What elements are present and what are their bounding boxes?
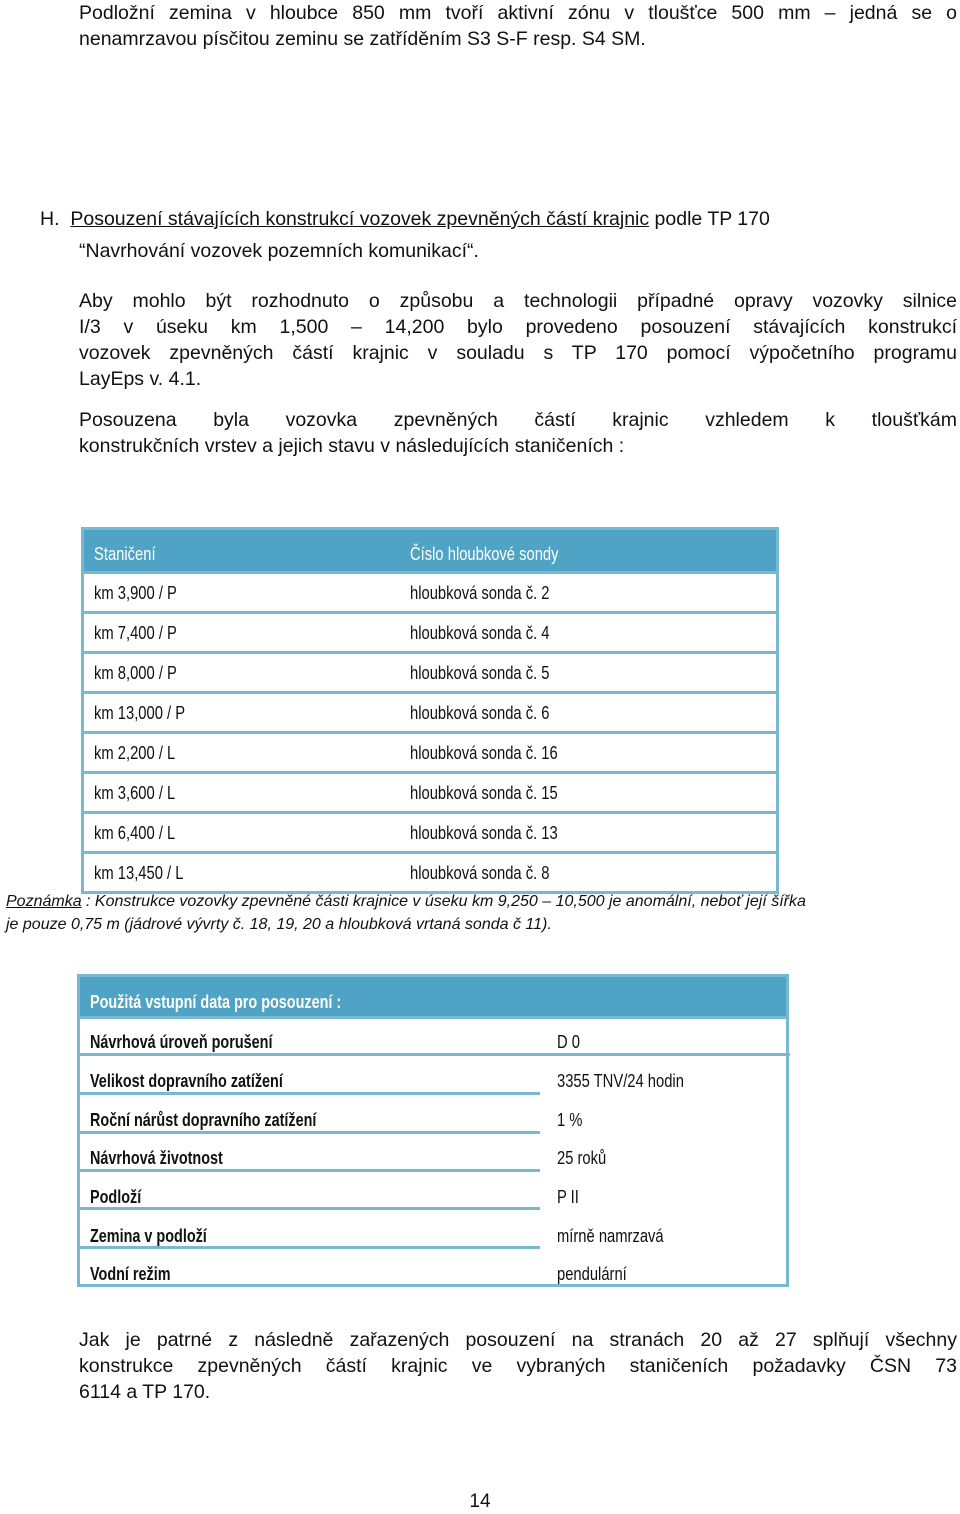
cell-stationing: km 3,900 / P: [94, 583, 177, 603]
cell-stationing: km 2,200 / L: [94, 743, 176, 763]
note-line-2: je pouze 0,75 m (jádrové vývrty č. 18, 19, 20 a hloubková vrtaná sonda č 11).: [6, 916, 552, 933]
para3-line-2: konstrukce zpevněných částí krajnic ve vybraných staničeních požadavky ČSN 73: [79, 1355, 957, 1377]
input-label: Návrhová úroveň porušení: [90, 1032, 273, 1052]
cell-probe: hloubková sonda č. 2: [410, 583, 550, 603]
para1-line-4: LayEps v. 4.1.: [79, 368, 202, 390]
table-row: [84, 771, 776, 811]
para3-line-1: Jak je patrné z následně zařazených posouzení na stranách 20 až 27 splňují všechny: [79, 1329, 957, 1351]
cell-probe: hloubková sonda č. 16: [410, 743, 558, 763]
section-heading: [40, 206, 958, 232]
input-label: Návrhová životnost: [90, 1148, 223, 1168]
para2-line-2: konstrukčních vrstev a jejich stavu v následujících staničeních :: [79, 435, 625, 457]
stationing-table-header: [84, 530, 776, 571]
input-row: [80, 1178, 786, 1216]
section-title-rest: podle TP 170: [649, 208, 770, 230]
cell-stationing: km 7,400 / P: [94, 623, 177, 643]
cell-probe: hloubková sonda č. 5: [410, 663, 550, 683]
page-number: 14: [469, 1491, 491, 1512]
cell-probe: hloubková sonda č. 13: [410, 823, 558, 843]
input-label: Velikost dopravního zatížení: [90, 1071, 283, 1091]
input-label: Vodní režim: [90, 1264, 171, 1284]
para1-line-2: I/3 v úseku km 1,500 – 14,200 bylo provedeno posouzení stávajících konstrukcí: [79, 316, 957, 338]
table-row: [84, 611, 776, 651]
input-data-header: [80, 977, 786, 1019]
intro-line-1: Podložní zemina v hloubce 850 mm tvoří aktivní zónu v tloušťce 500 mm – jedná se o: [79, 2, 957, 24]
cell-stationing: km 13,000 / P: [94, 703, 186, 723]
input-label: Roční nárůst dopravního zatížení: [90, 1110, 317, 1130]
para1-line-1: Aby mohlo být rozhodnuto o způsobu a technologii případné opravy vozovky silnice: [79, 290, 957, 312]
table-row: [84, 691, 776, 731]
input-row: [80, 1217, 786, 1255]
input-row: [80, 1101, 786, 1139]
stationing-table: [81, 527, 779, 894]
input-label: Podloží: [90, 1187, 142, 1207]
cell-stationing: km 6,400 / L: [94, 823, 176, 843]
input-value: 3355 TNV/24 hodin: [557, 1071, 684, 1091]
input-value: 1 %: [557, 1110, 583, 1130]
cell-stationing: km 3,600 / L: [94, 783, 176, 803]
para3-line-3: 6114 a TP 170.: [79, 1381, 211, 1403]
input-row: [80, 1062, 786, 1100]
intro-line-2: nenamrzavou písčitou zeminu se zatříděním S3 S-F resp. S4 SM.: [79, 28, 646, 50]
section-title-line-2: “Navrhování vozovek pozemních komunikací“.: [79, 240, 479, 262]
table-row: [84, 731, 776, 771]
para2-line-1: Posouzena byla vozovka zpevněných částí krajnic vzhledem k tloušťkám: [79, 409, 957, 431]
input-value: 25 roků: [557, 1148, 607, 1168]
para1-line-3: vozovek zpevněných částí krajnic v souladu s TP 170 pomocí výpočetního programu: [79, 342, 957, 364]
note-line-1: [6, 890, 958, 914]
section-letter: H.: [40, 208, 60, 230]
section-title-underlined: Posouzení stávajících konstrukcí vozovek zpevněných částí krajnic: [70, 208, 650, 230]
cell-probe: hloubková sonda č. 4: [410, 623, 550, 643]
table-row: [84, 651, 776, 691]
table-row: [84, 851, 776, 891]
input-data-title: Použitá vstupní data pro posouzení :: [90, 992, 342, 1012]
input-row: [80, 1139, 786, 1177]
input-value: pendulární: [557, 1264, 627, 1284]
header-stationing: Staničení: [94, 544, 156, 564]
input-row: [80, 1023, 786, 1061]
input-value: mírně namrzavá: [557, 1226, 664, 1246]
note-label: Poznámka: [6, 893, 82, 910]
cell-stationing: km 8,000 / P: [94, 663, 177, 683]
divider: [80, 1016, 786, 1019]
input-row: [80, 1255, 786, 1293]
cell-stationing: km 13,450 / L: [94, 863, 184, 883]
table-row: [84, 811, 776, 851]
input-data-table: [77, 974, 789, 1287]
header-probe-number: Číslo hloubkové sondy: [410, 544, 559, 564]
input-value: D 0: [557, 1032, 580, 1052]
note-text-1: : Konstrukce vozovky zpevněné části krajnice v úseku km 9,250 – 10,500 je anomální, neboť její šířka: [81, 893, 806, 910]
table-row: [84, 571, 776, 611]
input-value: P II: [557, 1187, 579, 1207]
cell-probe: hloubková sonda č. 8: [410, 863, 550, 883]
cell-probe: hloubková sonda č. 15: [410, 783, 558, 803]
input-label: Zemina v podloží: [90, 1226, 207, 1246]
cell-probe: hloubková sonda č. 6: [410, 703, 550, 723]
